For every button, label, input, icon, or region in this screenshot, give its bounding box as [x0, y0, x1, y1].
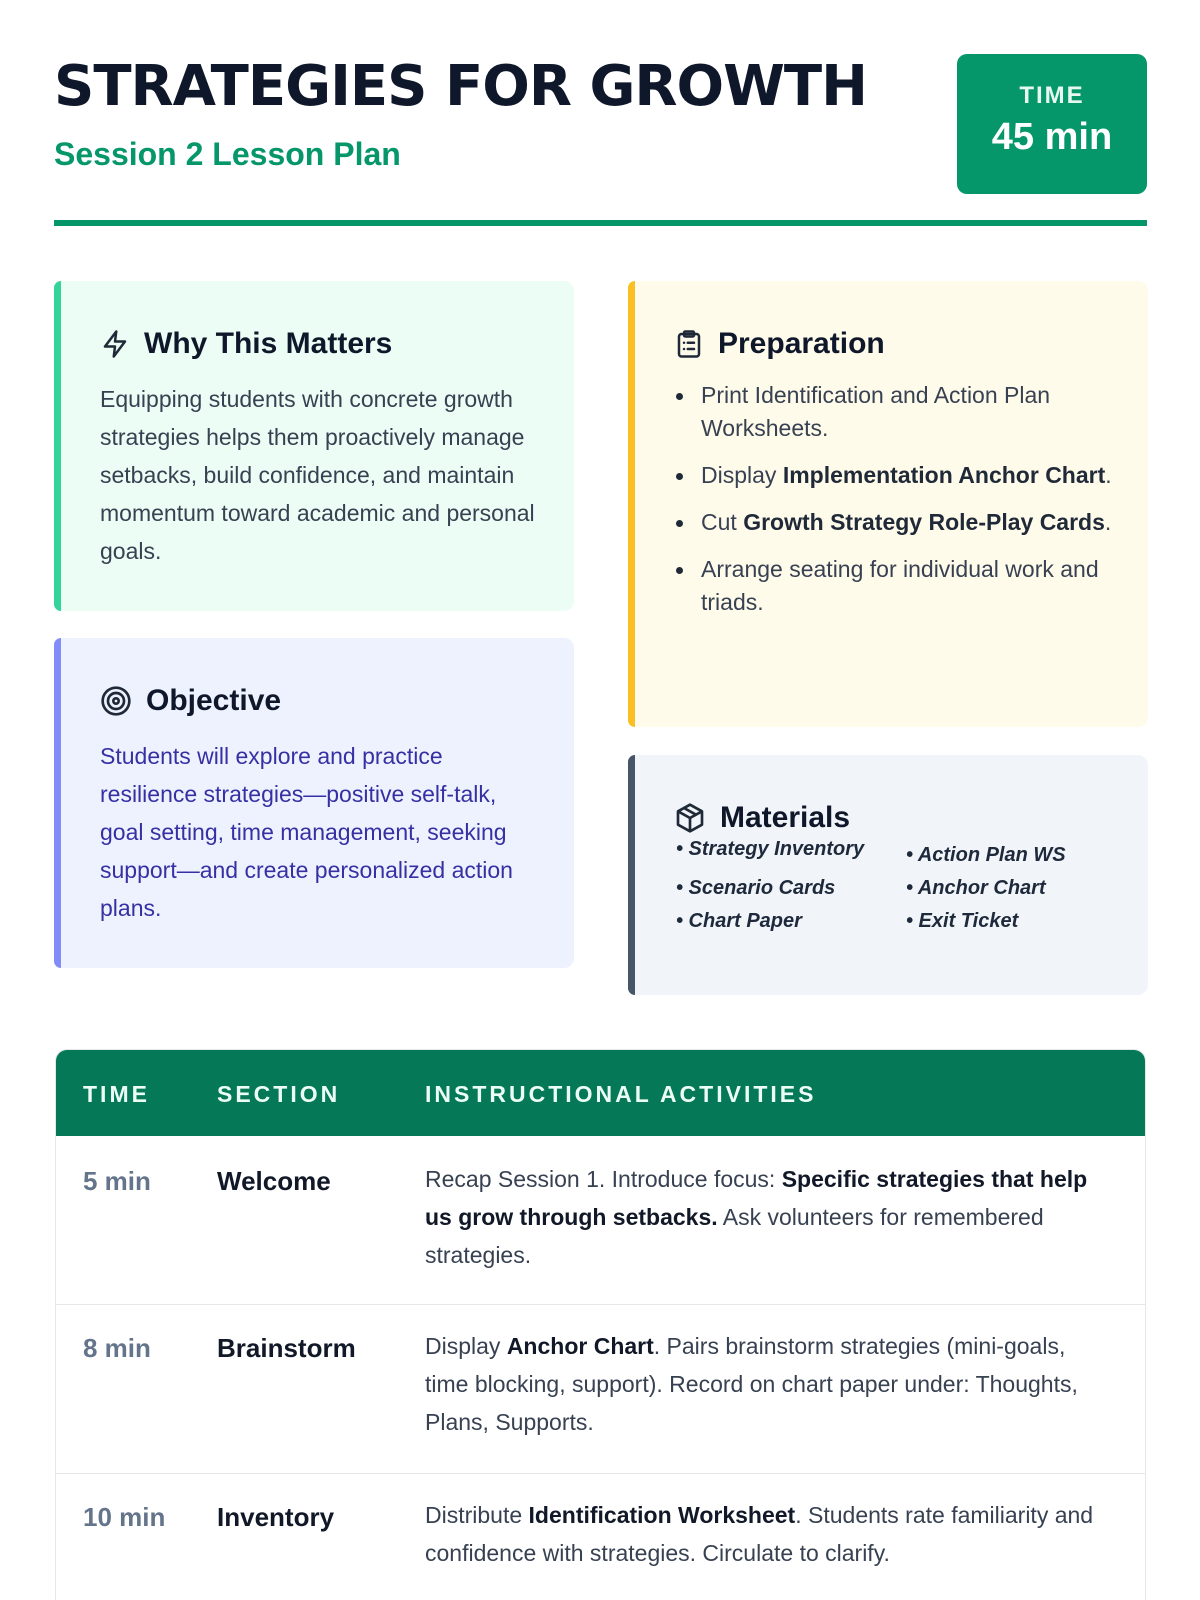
target-icon — [100, 685, 132, 717]
list-item: Cut Growth Strategy Role-Play Cards. — [674, 506, 1114, 539]
card-accent-bar — [628, 281, 635, 727]
lightning-icon — [100, 329, 130, 359]
column-header-activities: INSTRUCTIONAL ACTIVITIES — [425, 1081, 817, 1107]
time-badge-value: 45 min — [991, 116, 1113, 158]
materials-card-header — [674, 801, 850, 835]
material-item: • Anchor Chart — [906, 877, 1046, 899]
row-time: 8 min — [83, 1333, 151, 1363]
table-row — [56, 1474, 1145, 1600]
page-title: STRATEGIES FOR GROWTH — [54, 54, 867, 119]
preparation-card-title: Preparation — [718, 327, 885, 360]
row-time: 5 min — [83, 1166, 151, 1196]
time-badge-label: TIME — [1019, 82, 1085, 109]
card-accent-bar — [54, 638, 61, 968]
objective-card — [54, 638, 574, 968]
list-item: Arrange seating for individual work and triads. — [674, 553, 1114, 619]
objective-card-header — [100, 684, 281, 718]
row-activities: Recap Session 1. Introduce focus: Specific strategies that help us grow through setbacks. Ask volunteers for remembered strategies. — [425, 1166, 1088, 1268]
materials-card — [628, 755, 1148, 995]
schedule-table — [55, 1049, 1146, 1600]
clipboard-icon — [674, 328, 704, 360]
why-card-body: Equipping students with concrete growth strategies helps them proactively manage setbacks, build confidence, and maintain momentum toward academic and personal goals. — [100, 386, 535, 564]
time-badge — [957, 54, 1147, 194]
why-card-header — [100, 327, 392, 361]
objective-card-body: Students will explore and practice resilience strategies—positive self-talk, goal setting, time management, seeking support—and create personalized action plans. — [100, 743, 513, 921]
card-accent-bar — [628, 755, 635, 995]
table-header — [56, 1050, 1145, 1136]
column-header-section: SECTION — [217, 1081, 341, 1107]
table-row — [56, 1136, 1145, 1305]
material-item: • Action Plan WS — [906, 844, 1066, 866]
material-item: • Strategy Inventory — [676, 838, 865, 860]
objective-card-title: Objective — [146, 684, 282, 717]
row-section: Brainstorm — [217, 1333, 356, 1363]
why-card — [54, 281, 574, 611]
why-card-title: Why This Matters — [144, 327, 393, 360]
table-row — [56, 1305, 1145, 1474]
box-icon — [674, 802, 706, 834]
preparation-card — [628, 281, 1148, 727]
material-item: • Exit Ticket — [906, 910, 1019, 932]
row-time: 10 min — [83, 1502, 166, 1532]
list-item: Print Identification and Action Plan Worksheets. — [674, 379, 1114, 445]
material-item: • Scenario Cards — [676, 877, 836, 899]
row-section: Welcome — [217, 1166, 331, 1196]
materials-card-title: Materials — [720, 801, 851, 834]
preparation-list — [674, 379, 1114, 633]
list-item: Display Implementation Anchor Chart. — [674, 459, 1114, 492]
page-subtitle: Session 2 Lesson Plan — [54, 136, 401, 172]
card-accent-bar — [54, 281, 61, 611]
preparation-card-header — [674, 327, 885, 361]
row-activities: Distribute Identification Worksheet. Students rate familiarity and confidence with strategies. Circulate to clarify. — [425, 1502, 1094, 1566]
material-item: • Chart Paper — [676, 910, 802, 932]
row-activities: Display Anchor Chart. Pairs brainstorm strategies (mini-goals, time blocking, support). Record on chart paper under: Thoughts, Plans, Supports. — [425, 1333, 1078, 1435]
header-divider — [54, 220, 1147, 226]
column-header-time: TIME — [83, 1081, 150, 1107]
row-section: Inventory — [217, 1502, 335, 1532]
page-header — [54, 54, 1147, 226]
